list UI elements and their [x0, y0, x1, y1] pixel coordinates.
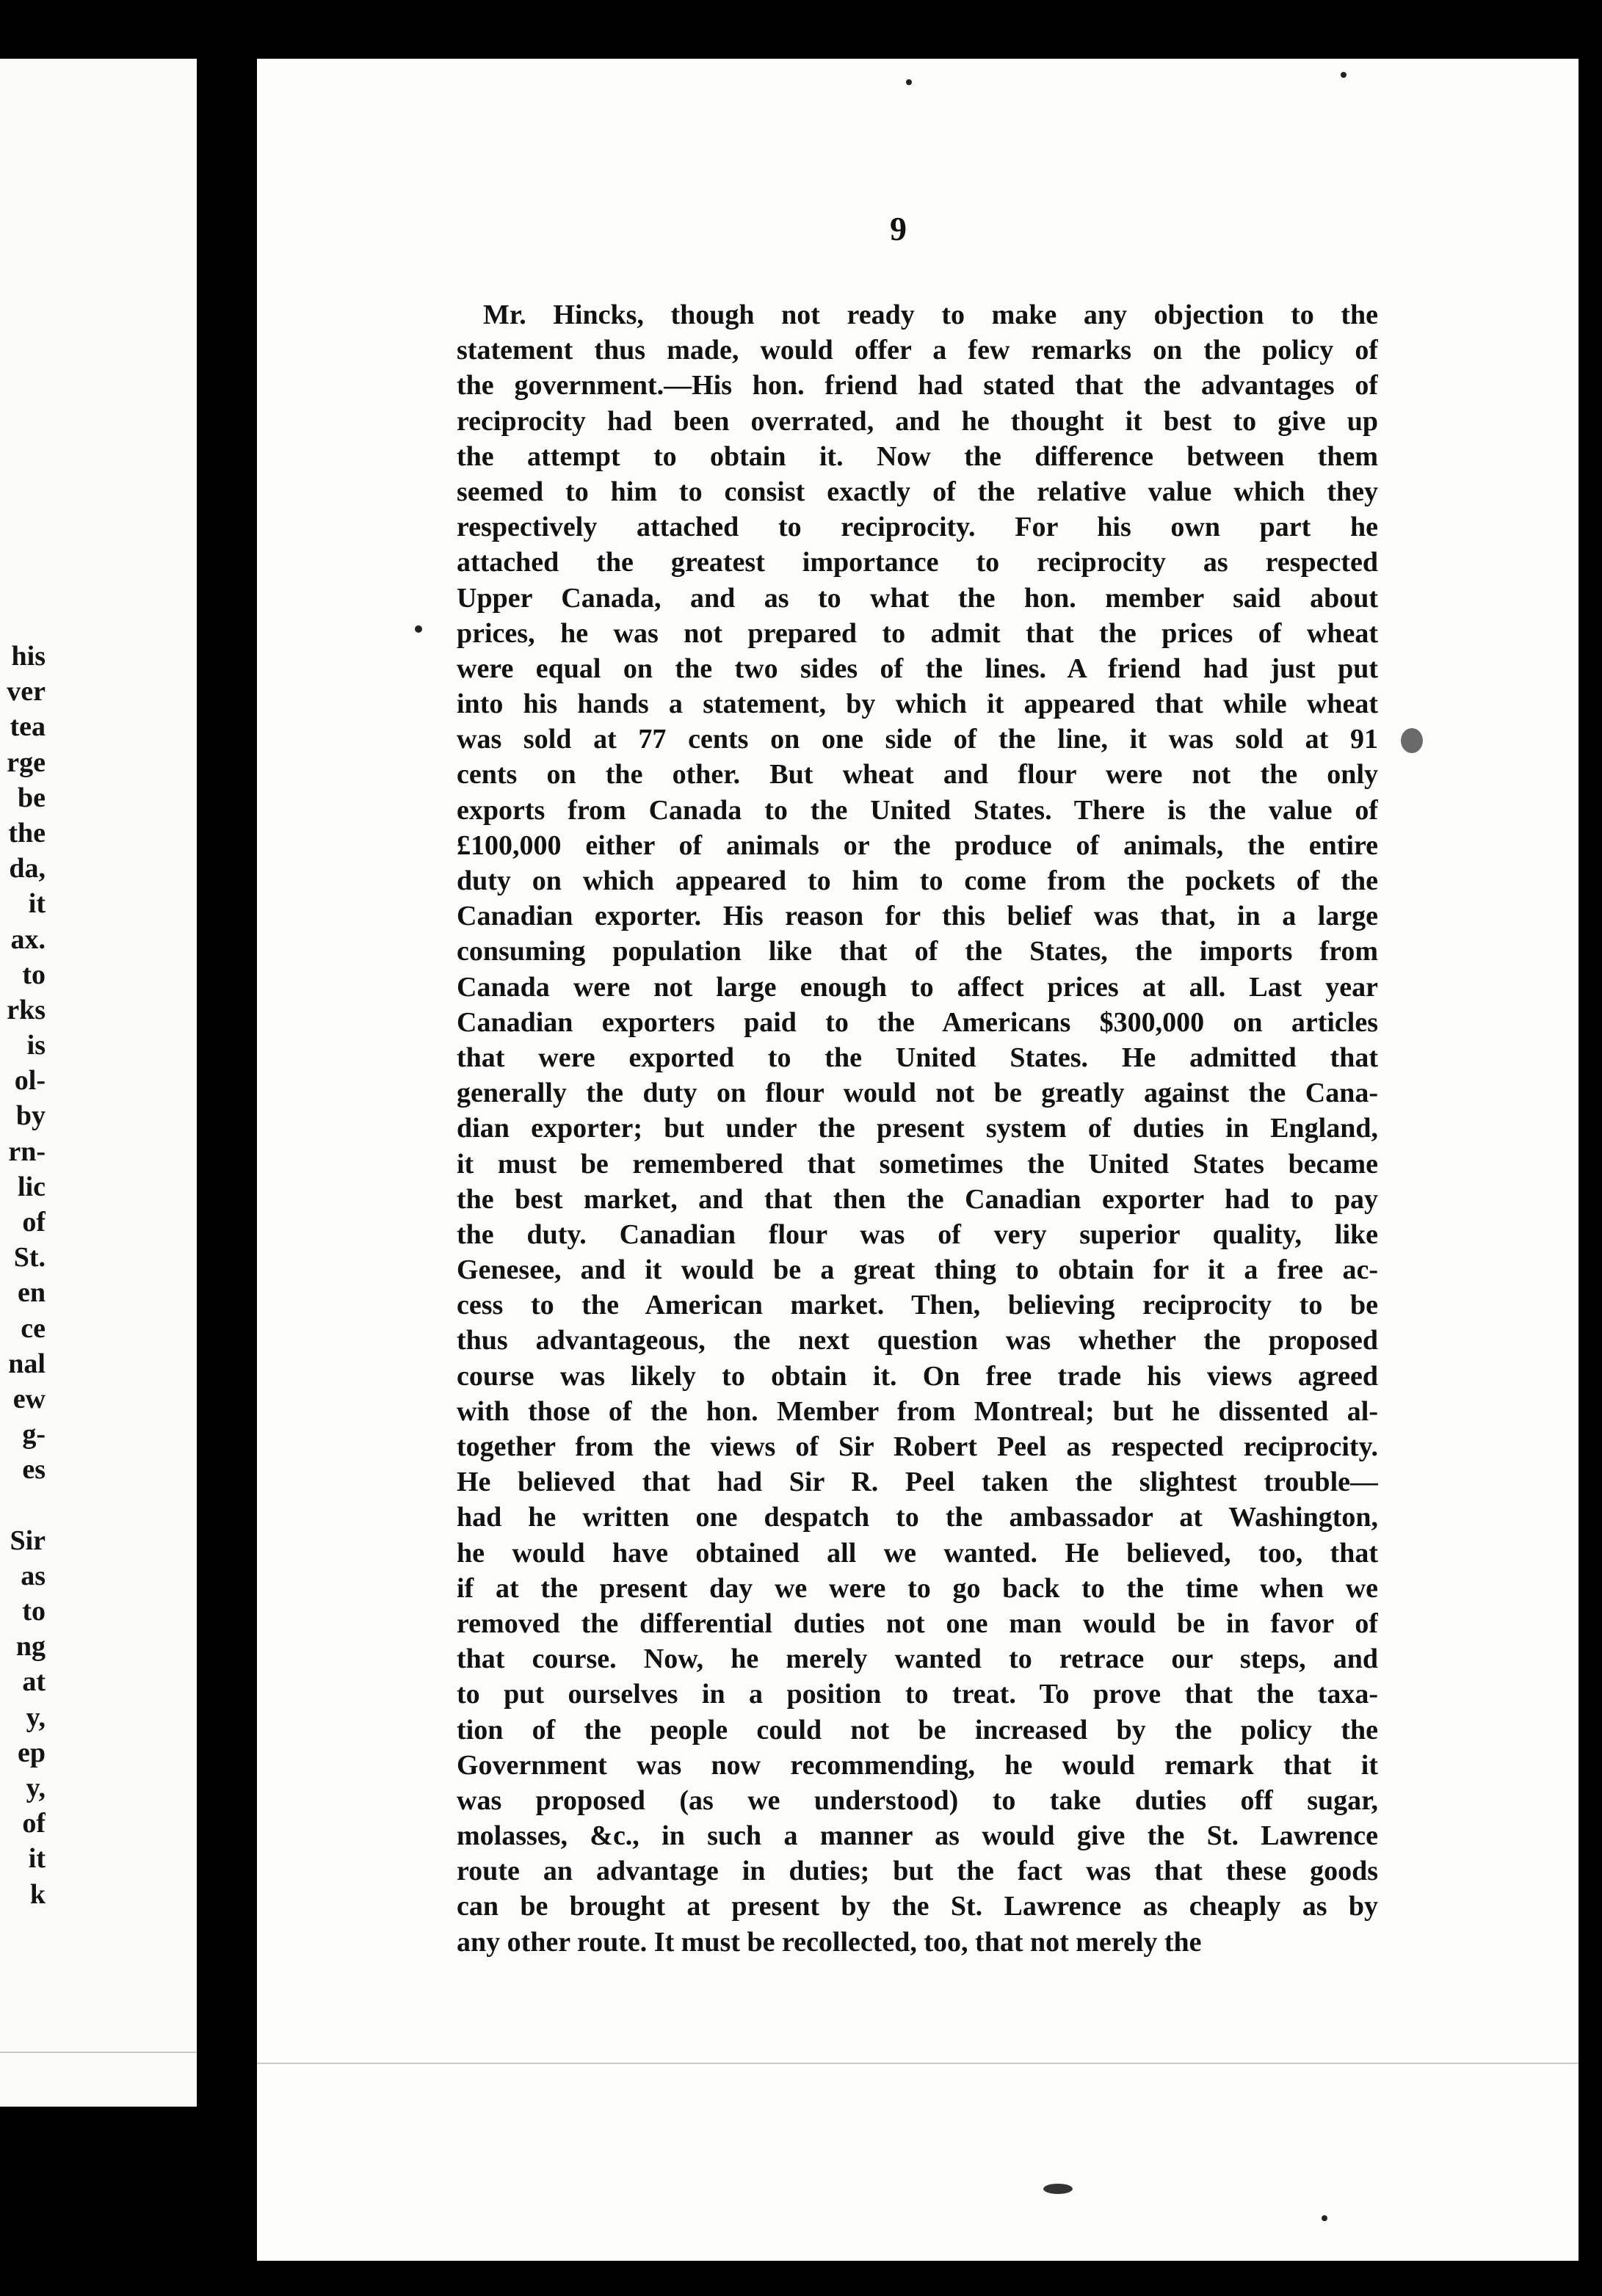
margin-fragment: en	[18, 1277, 46, 1309]
text-line: had he written one despatch to the ambassador at Washington,	[457, 1502, 1378, 1533]
margin-fragment: to	[22, 1596, 46, 1627]
text-line: Government was now recommending, he would remark that it	[457, 1749, 1378, 1781]
text-line: seemed to him to consist exactly of the relative value which they	[457, 476, 1378, 507]
margin-fragment: ng	[15, 1631, 46, 1663]
page-bottom-rule	[257, 2063, 1579, 2064]
margin-fragment: g-	[22, 1419, 46, 1450]
text-line: thus advantageous, the next question was whether the proposed	[457, 1325, 1378, 1356]
margin-fragment: k	[29, 1878, 46, 1910]
margin-fragment: to	[22, 959, 46, 990]
text-line: the best market, and that then the Canadian exporter had to pay	[457, 1183, 1378, 1215]
scan-speck	[1043, 2184, 1073, 2194]
text-line: reciprocity had been overrated, and he thought it best to give up	[457, 405, 1378, 437]
text-line: he would have obtained all we wanted. He believed, too, that	[457, 1537, 1378, 1569]
text-line: attached the greatest importance to reciprocity as respected	[457, 547, 1378, 578]
text-line: £100,000 either of animals or the produce of animals, the entire	[457, 829, 1378, 861]
left-page-text-fragments	[0, 639, 46, 1912]
margin-fragment: y,	[26, 1773, 46, 1803]
scan-speck	[1322, 2215, 1327, 2221]
scan-speck	[906, 79, 912, 85]
text-line: generally the duty on flour would not be greatly against the Cana-	[457, 1078, 1378, 1109]
text-line: route an advantage in duties; but the fact was that these goods	[457, 1856, 1378, 1887]
text-line: dian exporter; but under the present system of duties in England,	[457, 1113, 1378, 1144]
margin-fragment: tea	[10, 711, 46, 743]
text-line: exports from Canada to the United States. There is the value of	[457, 794, 1378, 826]
text-line: molasses, &c., in such a manner as would give the St. Lawrence	[457, 1820, 1378, 1852]
text-line: was sold at 77 cents on one side of the line, it was sold at 91	[457, 724, 1378, 755]
text-line: any other route. It must be recollected, too, that not merely the	[457, 1926, 1202, 1958]
text-line: prices, he was not prepared to admit that the prices of wheat	[457, 617, 1378, 649]
margin-fragment: nal	[8, 1348, 46, 1379]
text-line: to put ourselves in a position to treat. To prove that the taxa-	[457, 1679, 1378, 1710]
scan-speck	[1401, 728, 1423, 753]
margin-fragment: his	[11, 641, 46, 672]
margin-fragment: lic	[18, 1171, 46, 1202]
margin-fragment: of	[22, 1207, 46, 1238]
margin-fragment: as	[21, 1560, 46, 1591]
text-line: Upper Canada, and as to what the hon. member said about	[457, 582, 1378, 614]
margin-fragment: ce	[21, 1312, 46, 1344]
margin-fragment: y,	[26, 1701, 46, 1733]
text-line: He believed that had Sir R. Peel taken the slightest trouble—	[457, 1467, 1378, 1498]
text-line: together from the views of Sir Robert Peel as respected reciprocity.	[457, 1431, 1378, 1462]
body-text	[457, 297, 1378, 1960]
text-line: course was likely to obtain it. On free trade his views agreed	[457, 1360, 1378, 1392]
margin-fragment: ax.	[10, 923, 46, 955]
margin-fragment: be	[18, 782, 46, 813]
text-line: cents on the other. But wheat and flour were not the only	[457, 759, 1378, 791]
text-line: Genesee, and it would be a great thing to obtain for it a free ac-	[457, 1254, 1378, 1286]
margin-fragment: the	[8, 817, 46, 849]
margin-fragment	[0, 1488, 46, 1523]
margin-fragment: ver	[7, 676, 46, 708]
scan-speck	[1341, 72, 1347, 78]
text-line: Canadian exporters paid to the Americans $300,000 on articles	[457, 1006, 1378, 1038]
scan-speck	[415, 625, 422, 633]
text-line: statement thus made, would offer a few remarks on the policy of	[457, 335, 1378, 366]
margin-fragment: ew	[12, 1383, 46, 1414]
text-line: if at the present day we were to go back to the time when we	[457, 1572, 1378, 1604]
margin-fragment: by	[15, 1100, 46, 1132]
margin-fragment: rge	[7, 746, 46, 778]
margin-fragment: ol-	[14, 1065, 46, 1097]
margin-fragment: rn-	[8, 1136, 46, 1167]
text-line: can be brought at present by the St. Lawrence as cheaply as by	[457, 1891, 1378, 1922]
margin-fragment: of	[22, 1808, 46, 1839]
text-line: that course. Now, he merely wanted to retrace our steps, and	[457, 1643, 1378, 1675]
text-line: the government.—His hon. friend had stated that the advantages of	[457, 370, 1378, 402]
margin-fragment: St.	[13, 1242, 46, 1274]
text-line: Canada were not large enough to affect prices at all. Last year	[457, 971, 1378, 1003]
text-line: with those of the hon. Member from Montreal; but he dissented al-	[457, 1395, 1378, 1427]
book-gutter	[197, 0, 257, 2296]
text-line: Canadian exporter. His reason for this belief was that, in a large	[457, 901, 1378, 932]
text-line: into his hands a statement, by which it appeared that while wheat	[457, 689, 1378, 720]
left-page-bottom-rule	[0, 2052, 197, 2053]
page-number: 9	[890, 210, 907, 247]
margin-fragment: rks	[7, 994, 46, 1025]
text-line: the attempt to obtain it. Now the difference between them	[457, 440, 1378, 472]
text-line: the duty. Canadian flour was of very superior quality, like	[457, 1218, 1378, 1250]
text-line: respectively attached to reciprocity. For his own part he	[457, 512, 1378, 543]
text-line: removed the differential duties not one man would be in favor of	[457, 1607, 1378, 1639]
margin-fragment: Sir	[10, 1525, 46, 1556]
text-line: were equal on the two sides of the lines. A friend had just put	[457, 653, 1378, 684]
text-line: that were exported to the United States. He admitted that	[457, 1042, 1378, 1073]
margin-fragment: is	[26, 1030, 46, 1061]
margin-fragment: da,	[9, 853, 46, 884]
text-line: consuming population like that of the States, the imports from	[457, 936, 1378, 967]
text-line: was proposed (as we understood) to take duties off sugar,	[457, 1784, 1378, 1816]
text-line: Mr. Hincks, though not ready to make any objection to the	[483, 299, 1378, 330]
margin-fragment: it	[28, 1843, 46, 1875]
margin-fragment: at	[22, 1666, 46, 1698]
text-line: duty on which appeared to him to come from the pockets of the	[457, 865, 1378, 896]
margin-fragment: ep	[18, 1737, 46, 1768]
margin-fragment: es	[22, 1454, 46, 1486]
text-line: tion of the people could not be increased by the policy the	[457, 1714, 1378, 1745]
margin-fragment: it	[28, 888, 46, 920]
left-page-fragment	[0, 59, 197, 2107]
text-line: it must be remembered that sometimes the United States became	[457, 1148, 1378, 1180]
text-line: cess to the American market. Then, believing reciprocity to be	[457, 1290, 1378, 1321]
